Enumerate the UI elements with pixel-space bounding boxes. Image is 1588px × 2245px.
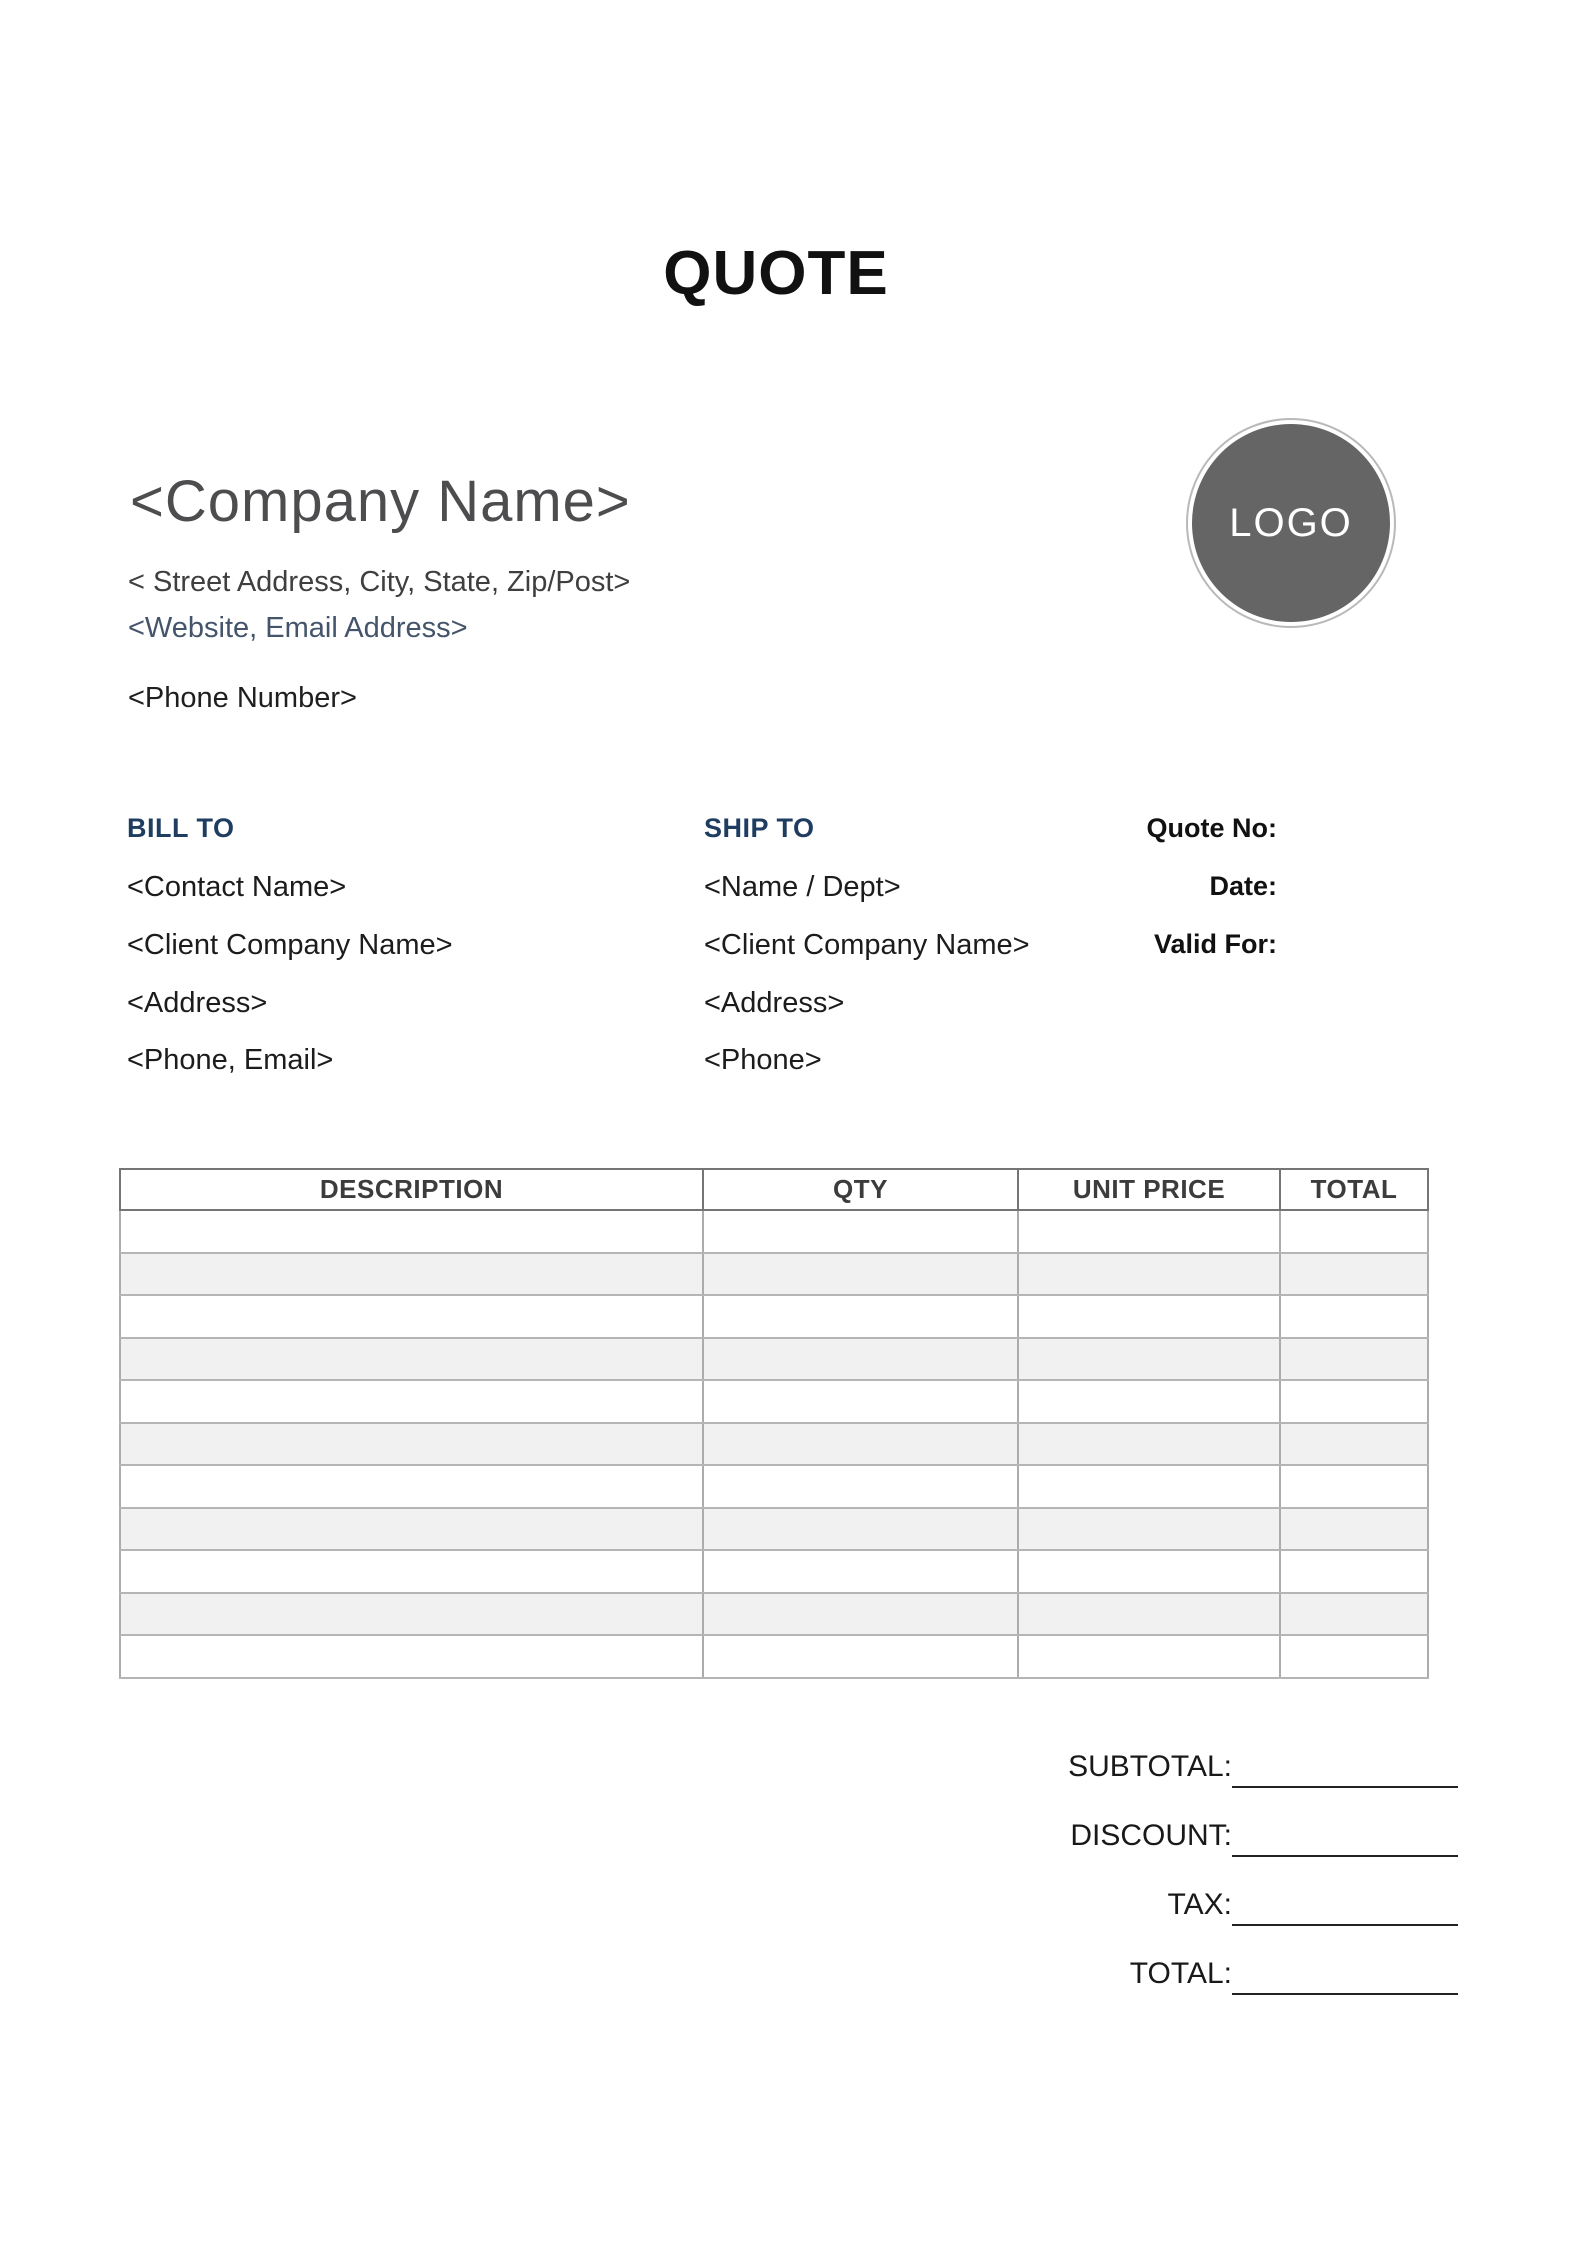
items-table-cell bbox=[1280, 1380, 1428, 1423]
items-table-cell bbox=[1018, 1635, 1280, 1678]
total-fill-line bbox=[1232, 1993, 1458, 1995]
bill-to-contact-name: <Contact Name> bbox=[127, 871, 347, 903]
items-table-cell bbox=[1280, 1338, 1428, 1381]
items-table-cell bbox=[120, 1550, 703, 1593]
items-table-cell bbox=[1018, 1295, 1280, 1338]
column-header-qty: QTY bbox=[703, 1169, 1018, 1210]
company-website-email-placeholder: <Website, Email Address> bbox=[128, 612, 468, 644]
logo-placeholder-text: LOGO bbox=[1229, 500, 1353, 545]
items-table-cell bbox=[1280, 1635, 1428, 1678]
items-table-cell bbox=[1280, 1508, 1428, 1551]
items-table-row bbox=[120, 1465, 1428, 1508]
items-table-row bbox=[120, 1550, 1428, 1593]
items-table-row bbox=[120, 1253, 1428, 1296]
subtotal-label: SUBTOTAL: bbox=[1068, 1750, 1232, 1783]
subtotal-row bbox=[978, 1746, 1458, 1788]
items-table-cell bbox=[1018, 1423, 1280, 1466]
items-table-cell bbox=[1280, 1593, 1428, 1636]
items-table-cell bbox=[120, 1508, 703, 1551]
items-table-row bbox=[120, 1380, 1428, 1423]
items-table-cell bbox=[1018, 1380, 1280, 1423]
items-table-cell bbox=[1280, 1253, 1428, 1296]
items-table-cell bbox=[120, 1253, 703, 1296]
items-table-cell bbox=[703, 1338, 1018, 1381]
ship-to-client-company: <Client Company Name> bbox=[704, 929, 1030, 961]
tax-fill-line bbox=[1232, 1924, 1458, 1926]
items-table bbox=[119, 1168, 1429, 1679]
subtotal-fill-line bbox=[1232, 1786, 1458, 1788]
date-label: Date: bbox=[1209, 871, 1277, 901]
items-table-cell bbox=[1280, 1423, 1428, 1466]
items-table-cell bbox=[703, 1423, 1018, 1466]
discount-fill-line bbox=[1232, 1855, 1458, 1857]
items-table-cell bbox=[1018, 1593, 1280, 1636]
items-table-cell bbox=[120, 1338, 703, 1381]
company-phone-placeholder: <Phone Number> bbox=[128, 682, 357, 714]
items-table-cell bbox=[703, 1465, 1018, 1508]
quote-no-label: Quote No: bbox=[1146, 813, 1277, 843]
column-header-total: TOTAL bbox=[1280, 1169, 1428, 1210]
total-label: TOTAL: bbox=[1129, 1957, 1232, 1990]
items-table-cell bbox=[120, 1635, 703, 1678]
discount-label: DISCOUNT: bbox=[1070, 1819, 1232, 1852]
bill-to-phone-email: <Phone, Email> bbox=[127, 1044, 334, 1076]
items-table-row bbox=[120, 1593, 1428, 1636]
ship-to-phone: <Phone> bbox=[704, 1044, 822, 1076]
items-table-cell bbox=[120, 1593, 703, 1636]
items-table-cell bbox=[120, 1465, 703, 1508]
items-table-cell bbox=[703, 1253, 1018, 1296]
items-table-container bbox=[119, 1168, 1429, 1679]
company-address-placeholder: < Street Address, City, State, Zip/Post> bbox=[128, 566, 631, 598]
ship-to-heading: SHIP TO bbox=[704, 813, 815, 843]
items-table-cell bbox=[1280, 1550, 1428, 1593]
company-name-placeholder: <Company Name> bbox=[130, 469, 631, 534]
items-table-row bbox=[120, 1423, 1428, 1466]
column-header-description: DESCRIPTION bbox=[120, 1169, 703, 1210]
items-table-cell bbox=[1280, 1465, 1428, 1508]
items-table-body bbox=[120, 1210, 1428, 1678]
items-table-cell bbox=[1018, 1465, 1280, 1508]
items-table-cell bbox=[120, 1295, 703, 1338]
items-table-cell bbox=[1018, 1550, 1280, 1593]
items-table-cell bbox=[120, 1423, 703, 1466]
items-table-cell bbox=[1280, 1210, 1428, 1253]
items-table-cell bbox=[703, 1210, 1018, 1253]
column-header-unit-price: UNIT PRICE bbox=[1018, 1169, 1280, 1210]
items-table-cell bbox=[1018, 1508, 1280, 1551]
items-table-cell bbox=[703, 1635, 1018, 1678]
items-table-row bbox=[120, 1210, 1428, 1253]
bill-to-client-company: <Client Company Name> bbox=[127, 929, 453, 961]
items-table-row bbox=[120, 1295, 1428, 1338]
items-table-cell bbox=[703, 1593, 1018, 1636]
items-table-cell bbox=[1018, 1338, 1280, 1381]
logo-ring bbox=[1186, 418, 1396, 628]
ship-to-name-dept: <Name / Dept> bbox=[704, 871, 901, 903]
total-row bbox=[978, 1953, 1458, 1995]
bill-to-address: <Address> bbox=[127, 987, 268, 1019]
bill-to-heading: BILL TO bbox=[127, 813, 235, 843]
items-table-cell bbox=[703, 1295, 1018, 1338]
ship-to-address: <Address> bbox=[704, 987, 845, 1019]
document-title: QUOTE bbox=[663, 239, 889, 308]
items-table-row bbox=[120, 1338, 1428, 1381]
tax-label: TAX: bbox=[1167, 1888, 1232, 1921]
items-table-cell bbox=[120, 1380, 703, 1423]
discount-row bbox=[978, 1815, 1458, 1857]
logo-circle bbox=[1192, 424, 1390, 622]
items-table-cell bbox=[120, 1210, 703, 1253]
items-table-row bbox=[120, 1635, 1428, 1678]
items-table-cell bbox=[1018, 1210, 1280, 1253]
items-table-cell bbox=[703, 1380, 1018, 1423]
items-table-header-row bbox=[120, 1169, 1428, 1210]
tax-row bbox=[978, 1884, 1458, 1926]
items-table-cell bbox=[1018, 1253, 1280, 1296]
items-table-row bbox=[120, 1508, 1428, 1551]
valid-for-label: Valid For: bbox=[1153, 929, 1277, 959]
items-table-cell bbox=[703, 1508, 1018, 1551]
items-table-cell bbox=[703, 1550, 1018, 1593]
items-table-cell bbox=[1280, 1295, 1428, 1338]
